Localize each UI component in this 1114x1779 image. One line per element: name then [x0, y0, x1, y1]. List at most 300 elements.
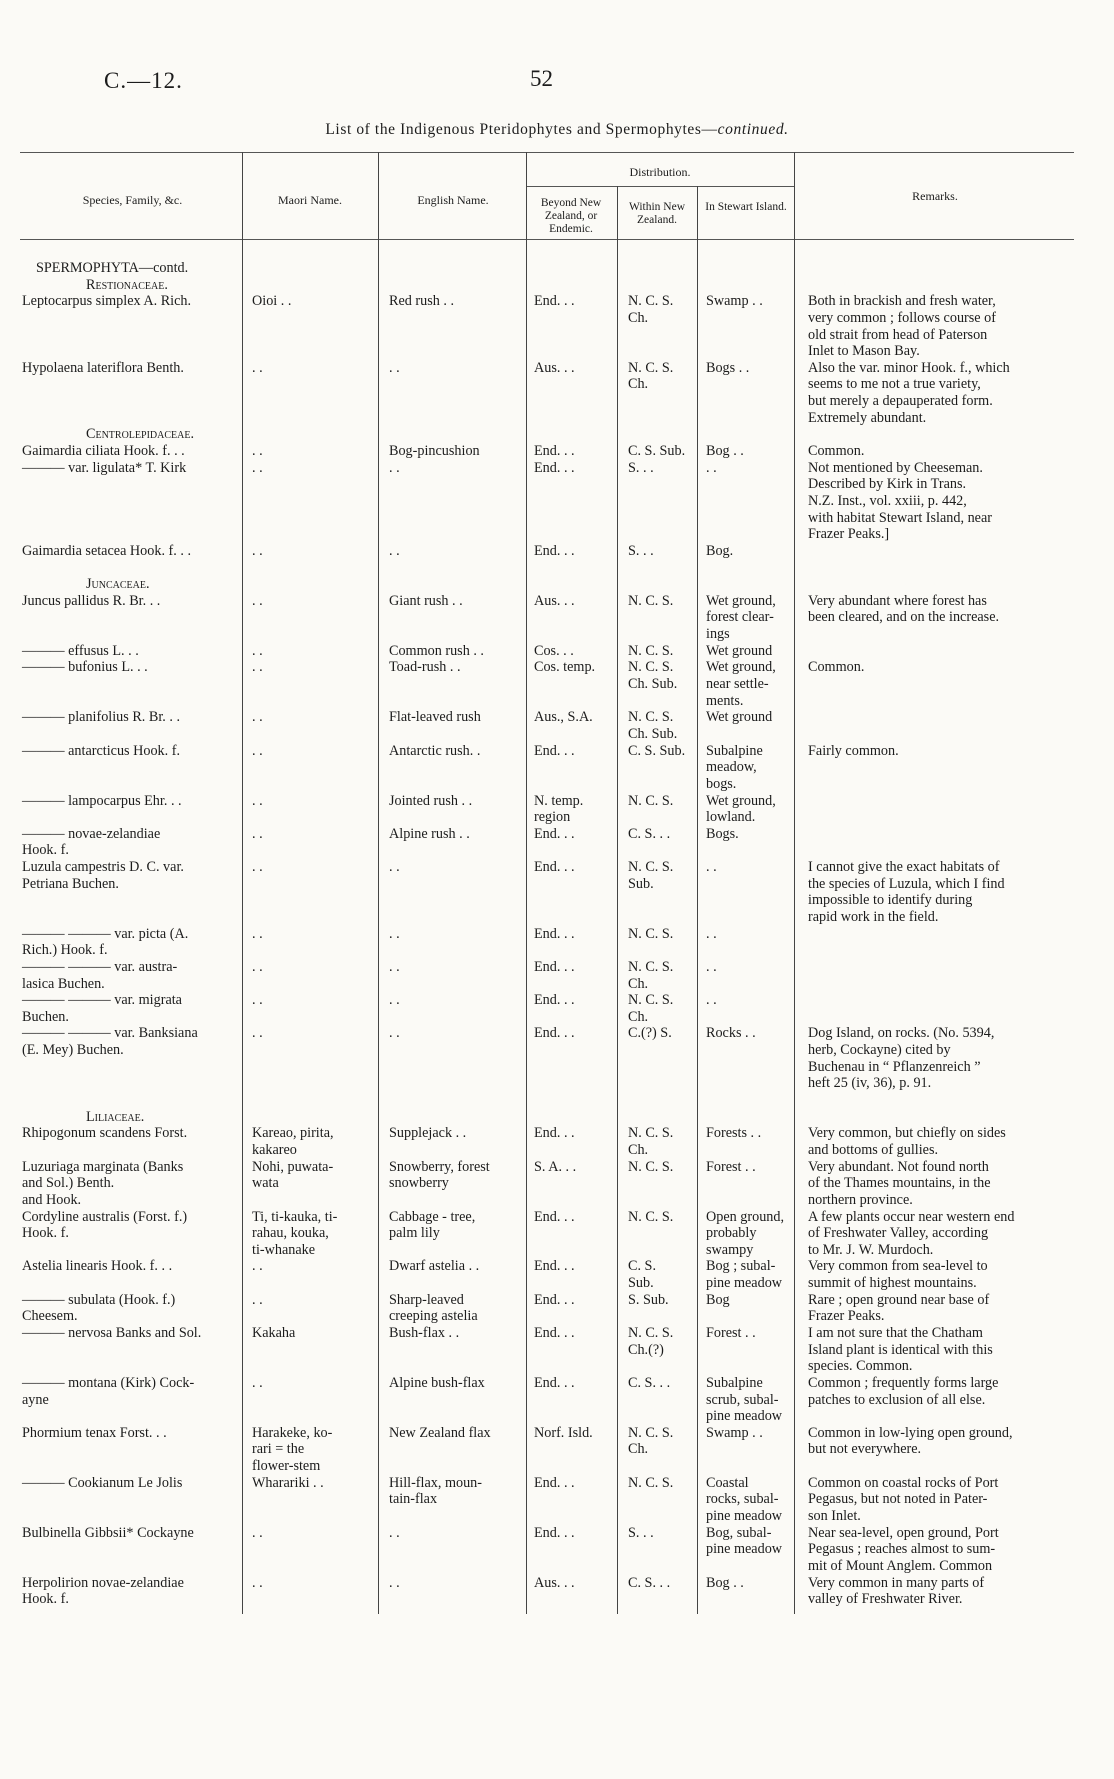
- remarks-cell: the species of Luzula, which I find: [808, 875, 1005, 892]
- species-cell: Hook. f.: [22, 1225, 69, 1242]
- remarks-cell: Frazer Peaks.]: [808, 526, 890, 543]
- table-line: [0, 909, 1114, 926]
- stewart-island-cell: Bog.: [706, 542, 734, 559]
- maori-name-cell: flower-stem: [252, 1458, 321, 1475]
- table-line: [0, 1425, 1114, 1442]
- maori-name-cell: rahau, kouka,: [252, 1225, 329, 1242]
- english-name-cell: Hill-flax, moun-: [389, 1474, 482, 1491]
- beyond-nz-cell: Cos. . .: [534, 642, 574, 659]
- english-name-cell: Alpine rush . .: [389, 825, 470, 842]
- table-line: [0, 410, 1114, 427]
- maori-name-cell: wata: [252, 1175, 279, 1192]
- maori-name-cell: Harakeke, ko-: [252, 1424, 333, 1441]
- within-nz-cell: N. C. S.: [628, 1325, 674, 1341]
- stewart-island-cell: lowland.: [706, 809, 756, 826]
- remarks-cell: Island plant is identical with this: [808, 1341, 993, 1358]
- remarks-cell: northern province.: [808, 1191, 913, 1208]
- remarks-cell: Rare ; open ground near base of: [808, 1291, 990, 1308]
- maori-name-cell: Kakaha: [252, 1325, 296, 1341]
- remarks-cell: and bottoms of gullies.: [808, 1141, 939, 1158]
- remarks-cell: N.Z. Inst., vol. xxiii, p. 442,: [808, 492, 967, 509]
- within-nz-cell: Sub.: [628, 1275, 654, 1292]
- table-line: [0, 1292, 1114, 1309]
- english-name-cell: Bog-pincushion: [389, 443, 480, 460]
- species-cell: Centrolepidaceae.: [86, 426, 195, 443]
- header-stewart: In Stewart Island.: [705, 201, 787, 213]
- stewart-island-cell: . .: [706, 958, 717, 975]
- maori-name-cell: . .: [252, 359, 263, 376]
- page-reference: C.—12.: [104, 68, 183, 93]
- remarks-cell: to Mr. J. W. Murdoch.: [808, 1241, 934, 1258]
- maori-name-cell: ti-whanake: [252, 1241, 316, 1258]
- within-nz-cell: C. S. . .: [628, 1574, 671, 1591]
- within-nz-cell: Ch.: [628, 376, 649, 393]
- species-cell: ——— ——— var. picta (A.: [22, 925, 189, 942]
- english-name-cell: . .: [389, 859, 400, 876]
- beyond-nz-cell: End. . .: [534, 542, 575, 559]
- table-line: [0, 759, 1114, 776]
- remarks-cell: Common.: [808, 443, 865, 460]
- remarks-cell: Pegasus, but not noted in Pater-: [808, 1491, 988, 1508]
- table-line: [0, 360, 1114, 377]
- within-nz-cell: N. C. S.: [628, 925, 674, 942]
- table-line: [0, 693, 1114, 710]
- english-name-cell: tain-flax: [389, 1491, 438, 1508]
- species-cell: Astelia linearis Hook. f. . .: [22, 1258, 173, 1275]
- species-cell: Liliaceae.: [86, 1108, 145, 1125]
- header-within: Within New Zealand.: [628, 201, 686, 226]
- within-nz-cell: N. C. S.: [628, 1474, 674, 1491]
- remarks-cell: rapid work in the field.: [808, 908, 939, 925]
- within-nz-cell: C.(?) S.: [628, 1025, 672, 1042]
- distribution-rule: [526, 186, 794, 187]
- remarks-cell: mit of Mount Anglem. Common: [808, 1557, 993, 1574]
- list-title-continued: continued.: [717, 121, 789, 138]
- table-line: [0, 510, 1114, 527]
- stewart-island-cell: Bogs.: [706, 825, 739, 842]
- table-line: [0, 743, 1114, 760]
- within-nz-cell: C. S.: [628, 1258, 656, 1275]
- table-line: [0, 1591, 1114, 1608]
- table-line: [0, 892, 1114, 909]
- english-name-cell: . .: [389, 1574, 400, 1591]
- stewart-island-cell: Swamp . .: [706, 1424, 763, 1441]
- stewart-island-cell: swampy: [706, 1241, 754, 1258]
- remarks-cell: Extremely abundant.: [808, 409, 927, 426]
- beyond-nz-cell: End. . .: [534, 1524, 575, 1541]
- table-line: [0, 1109, 1114, 1126]
- english-name-cell: Alpine bush-flax: [389, 1374, 485, 1391]
- beyond-nz-cell: End. . .: [534, 859, 575, 876]
- table-line: [0, 726, 1114, 743]
- stewart-island-cell: Coastal: [706, 1474, 749, 1491]
- table-line: [0, 393, 1114, 410]
- species-cell: Rhipogonum scandens Forst.: [22, 1125, 188, 1142]
- table-line: [0, 1325, 1114, 1342]
- english-name-cell: Sharp-leaved: [389, 1291, 464, 1308]
- remarks-cell: Pegasus ; reaches almost to sum-: [808, 1541, 996, 1558]
- stewart-island-cell: ings: [706, 626, 730, 643]
- table-line: [0, 1342, 1114, 1359]
- remarks-cell: Dog Island, on rocks. (No. 5394,: [808, 1025, 995, 1042]
- beyond-nz-cell: Aus. . .: [534, 1574, 575, 1591]
- table-line: [0, 1558, 1114, 1575]
- table-line: [0, 676, 1114, 693]
- table-line: [0, 976, 1114, 993]
- remarks-cell: Not mentioned by Cheeseman.: [808, 459, 983, 476]
- maori-name-cell: . .: [252, 443, 263, 460]
- table-line: [0, 1192, 1114, 1209]
- table-line: [0, 1209, 1114, 1226]
- remarks-cell: patches to exclusion of all else.: [808, 1391, 986, 1408]
- maori-name-cell: . .: [252, 1258, 263, 1275]
- stewart-island-cell: Rocks . .: [706, 1025, 756, 1042]
- remarks-cell: Very common in many parts of: [808, 1574, 985, 1591]
- remarks-cell: with habitat Stewart Island, near: [808, 509, 992, 526]
- beyond-nz-cell: End. . .: [534, 825, 575, 842]
- within-nz-cell: N. C. S.: [628, 359, 674, 376]
- table-line: [0, 593, 1114, 610]
- species-cell: and Hook.: [22, 1191, 82, 1208]
- table-line: [0, 876, 1114, 893]
- english-name-cell: Dwarf astelia . .: [389, 1258, 480, 1275]
- beyond-nz-cell: End. . .: [534, 1025, 575, 1042]
- remarks-cell: Frazer Peaks.: [808, 1308, 885, 1325]
- within-nz-cell: Ch.: [628, 975, 649, 992]
- species-cell: and Sol.) Benth.: [22, 1175, 115, 1192]
- table-line: [0, 1225, 1114, 1242]
- within-nz-cell: N. C. S.: [628, 958, 674, 975]
- stewart-island-cell: Bog: [706, 1291, 730, 1308]
- species-cell: SPERMOPHYTA—contd.: [36, 260, 189, 276]
- species-cell: lasica Buchen.: [22, 975, 105, 992]
- maori-name-cell: Wharariki . .: [252, 1474, 324, 1491]
- remarks-cell: Very common, but chiefly on sides: [808, 1125, 1006, 1142]
- stewart-island-cell: Wet ground,: [706, 659, 776, 676]
- maori-name-cell: . .: [252, 859, 263, 876]
- maori-name-cell: . .: [252, 1524, 263, 1541]
- beyond-nz-cell: End. . .: [534, 1325, 575, 1341]
- table-line: [0, 659, 1114, 676]
- beyond-nz-cell: Aus. . .: [534, 359, 575, 376]
- english-name-cell: Toad-rush . .: [389, 659, 461, 676]
- within-nz-cell: N. C. S.: [628, 859, 674, 876]
- maori-name-cell: Kareao, pirita,: [252, 1125, 334, 1142]
- stewart-island-cell: pine meadow: [706, 1275, 783, 1292]
- stewart-island-cell: meadow,: [706, 759, 757, 776]
- stewart-island-cell: pine meadow: [706, 1508, 783, 1525]
- beyond-nz-cell: End. . .: [534, 1291, 575, 1308]
- remarks-cell: Very abundant. Not found north: [808, 1158, 989, 1175]
- species-cell: ——— effusus L. . .: [22, 642, 139, 659]
- maori-name-cell: . .: [252, 592, 263, 609]
- beyond-nz-cell: End. . .: [534, 958, 575, 975]
- table-line: [0, 793, 1114, 810]
- within-nz-cell: Ch. Sub.: [628, 725, 678, 742]
- english-name-cell: creeping astelia: [389, 1308, 478, 1325]
- maori-name-cell: . .: [252, 709, 263, 726]
- stewart-island-cell: Swamp . .: [706, 293, 763, 310]
- beyond-nz-cell: End. . .: [534, 459, 575, 476]
- remarks-cell: old strait from head of Paterson: [808, 326, 988, 343]
- english-name-cell: Bush-flax . .: [389, 1325, 460, 1341]
- table-line: [0, 1142, 1114, 1159]
- within-nz-cell: S. . .: [628, 459, 654, 476]
- remarks-cell: been cleared, and on the increase.: [808, 609, 1000, 626]
- stewart-island-cell: forest clear-: [706, 609, 774, 626]
- remarks-cell: Common ; frequently forms large: [808, 1374, 999, 1391]
- species-cell: Buchen.: [22, 1008, 69, 1025]
- maori-name-cell: . .: [252, 742, 263, 759]
- remarks-cell: I cannot give the exact habitats of: [808, 859, 1000, 876]
- table-line: [0, 809, 1114, 826]
- table-line: [0, 1358, 1114, 1375]
- table-line: [0, 1258, 1114, 1275]
- english-name-cell: Jointed rush . .: [389, 792, 473, 809]
- english-name-cell: Giant rush . .: [389, 592, 463, 609]
- stewart-island-cell: Bog . .: [706, 443, 744, 460]
- english-name-cell: Red rush . .: [389, 293, 455, 310]
- within-nz-cell: C. S. . .: [628, 1374, 671, 1391]
- maori-name-cell: kakareo: [252, 1141, 297, 1158]
- remarks-cell: very common ; follows course of: [808, 309, 996, 326]
- stewart-island-cell: Wet ground: [706, 642, 773, 659]
- table-line: [0, 576, 1114, 593]
- table-line: [0, 1059, 1114, 1076]
- table-line: [0, 1025, 1114, 1042]
- table-line: [0, 260, 1114, 277]
- stewart-island-cell: . .: [706, 459, 717, 476]
- english-name-cell: Antarctic rush. .: [389, 742, 481, 759]
- species-cell: Hook. f.: [22, 842, 69, 859]
- english-name-cell: . .: [389, 1524, 400, 1541]
- beyond-nz-cell: End. . .: [534, 992, 575, 1009]
- within-nz-cell: N. C. S.: [628, 659, 674, 676]
- table-line: [0, 443, 1114, 460]
- beyond-nz-cell: End. . .: [534, 443, 575, 460]
- stewart-island-cell: . .: [706, 992, 717, 1009]
- remarks-cell: Common.: [808, 659, 865, 676]
- english-name-cell: Supplejack . .: [389, 1125, 467, 1142]
- within-nz-cell: N. C. S.: [628, 709, 674, 726]
- within-nz-cell: Ch.: [628, 1008, 649, 1025]
- table-line: [0, 526, 1114, 543]
- remarks-cell: of Freshwater Valley, according: [808, 1225, 989, 1242]
- species-cell: Hypolaena lateriflora Benth.: [22, 359, 184, 376]
- english-name-cell: . .: [389, 992, 400, 1009]
- maori-name-cell: . .: [252, 1574, 263, 1591]
- table-line: [0, 859, 1114, 876]
- stewart-island-cell: Forest . .: [706, 1158, 756, 1175]
- remarks-cell: Buchenau in “ Pflanzenreich ”: [808, 1058, 981, 1075]
- species-cell: ——— antarcticus Hook. f.: [22, 742, 180, 759]
- species-cell: ——— lampocarpus Ehr. . .: [22, 792, 182, 809]
- table-line: [0, 293, 1114, 310]
- species-cell: ——— Cookianum Le Jolis: [22, 1474, 183, 1491]
- species-cell: Restionaceae.: [86, 276, 168, 293]
- remarks-cell: Also the var. minor Hook. f., which: [808, 359, 1010, 376]
- table-line: [0, 426, 1114, 443]
- table-line: [0, 1092, 1114, 1109]
- table-rule-top: [20, 152, 1074, 153]
- header-maori: Maori Name.: [278, 193, 342, 207]
- beyond-nz-cell: Norf. Isld.: [534, 1424, 593, 1441]
- header-english: English Name.: [417, 193, 489, 207]
- maori-name-cell: . .: [252, 1374, 263, 1391]
- remarks-cell: heft 25 (iv, 36), p. 91.: [808, 1075, 932, 1092]
- maori-name-cell: . .: [252, 659, 263, 676]
- header-species: Species, Family, &c.: [82, 193, 183, 207]
- within-nz-cell: S. . .: [628, 1524, 654, 1541]
- table-line: [0, 1392, 1114, 1409]
- stewart-island-cell: Bogs . .: [706, 359, 750, 376]
- table-line: [0, 1508, 1114, 1525]
- remarks-cell: Common on coastal rocks of Port: [808, 1474, 999, 1491]
- within-nz-cell: Ch.: [628, 309, 649, 326]
- beyond-nz-cell: End. . .: [534, 1125, 575, 1142]
- beyond-nz-cell: End. . .: [534, 293, 575, 310]
- beyond-nz-cell: End. . .: [534, 1258, 575, 1275]
- species-cell: Hook. f.: [22, 1591, 69, 1608]
- table-line: [0, 1408, 1114, 1425]
- species-cell: ——— ——— var. austra-: [22, 958, 178, 975]
- species-cell: (E. Mey) Buchen.: [22, 1042, 124, 1059]
- stewart-island-cell: ments.: [706, 692, 744, 709]
- english-name-cell: Cabbage - tree,: [389, 1208, 476, 1225]
- table-line: [0, 1441, 1114, 1458]
- stewart-island-cell: Bog . .: [706, 1574, 744, 1591]
- within-nz-cell: S. . .: [628, 542, 654, 559]
- remarks-cell: Described by Kirk in Trans.: [808, 476, 967, 493]
- table-line: [0, 1175, 1114, 1192]
- species-cell: Phormium tenax Forst. . .: [22, 1424, 167, 1441]
- species-cell: Juncaceae.: [86, 576, 150, 593]
- species-cell: Juncus pallidus R. Br. . .: [22, 592, 161, 609]
- english-name-cell: Common rush . .: [389, 642, 484, 659]
- species-cell: Gaimardia ciliata Hook. f. . .: [22, 443, 185, 460]
- table-line: [0, 626, 1114, 643]
- species-cell: ——— var. ligulata* T. Kirk: [22, 459, 187, 476]
- maori-name-cell: . .: [252, 459, 263, 476]
- table-line: [0, 493, 1114, 510]
- remarks-cell: impossible to identify during: [808, 892, 973, 909]
- species-cell: ——— montana (Kirk) Cock-: [22, 1374, 195, 1391]
- remarks-cell: herb, Cockayne) cited by: [808, 1042, 951, 1059]
- stewart-island-cell: scrub, subal-: [706, 1391, 779, 1408]
- within-nz-cell: Ch. Sub.: [628, 676, 678, 693]
- species-cell: Rich.) Hook. f.: [22, 942, 108, 959]
- within-nz-cell: C. S. Sub.: [628, 443, 686, 460]
- species-cell: Cheesem.: [22, 1308, 78, 1325]
- table-line: [0, 460, 1114, 477]
- stewart-island-cell: . .: [706, 925, 717, 942]
- beyond-nz-cell: End. . .: [534, 742, 575, 759]
- species-cell: ayne: [22, 1391, 49, 1408]
- table-line: [0, 959, 1114, 976]
- maori-name-cell: . .: [252, 642, 263, 659]
- stewart-island-cell: Wet ground,: [706, 592, 776, 609]
- within-nz-cell: S. Sub.: [628, 1291, 669, 1308]
- page-number: 52: [530, 66, 553, 91]
- table-line: [0, 1308, 1114, 1325]
- table-line: [0, 1242, 1114, 1259]
- beyond-nz-cell: End. . .: [534, 925, 575, 942]
- remarks-cell: Near sea-level, open ground, Port: [808, 1524, 999, 1541]
- species-cell: Cordyline australis (Forst. f.): [22, 1208, 188, 1225]
- header-remarks: Remarks.: [912, 189, 958, 203]
- table-line: [0, 1009, 1114, 1026]
- species-cell: ——— novae-zelandiae: [22, 825, 161, 842]
- species-cell: ——— ——— var. migrata: [22, 992, 182, 1009]
- table-line: [0, 1275, 1114, 1292]
- remarks-cell: summit of highest mountains.: [808, 1275, 977, 1292]
- table-line: [0, 643, 1114, 660]
- table-line: [0, 310, 1114, 327]
- english-name-cell: . .: [389, 925, 400, 942]
- species-table-body: [0, 260, 1114, 1608]
- within-nz-cell: N. C. S.: [628, 592, 674, 609]
- english-name-cell: palm lily: [389, 1225, 440, 1242]
- stewart-island-cell: pine meadow: [706, 1541, 783, 1558]
- table-line: [0, 709, 1114, 726]
- table-line: [0, 942, 1114, 959]
- table-line: [0, 1475, 1114, 1492]
- within-nz-cell: Ch.: [628, 1441, 649, 1458]
- table-line: [0, 560, 1114, 577]
- table-line: [0, 1525, 1114, 1542]
- table-line: [0, 277, 1114, 294]
- header-distribution: Distribution.: [629, 165, 691, 179]
- beyond-nz-cell: Cos. temp.: [534, 659, 596, 676]
- english-name-cell: Flat-leaved rush: [389, 709, 481, 726]
- english-name-cell: Snowberry, forest: [389, 1158, 490, 1175]
- english-name-cell: snowberry: [389, 1175, 449, 1192]
- stewart-island-cell: Forest . .: [706, 1325, 756, 1341]
- maori-name-cell: . .: [252, 992, 263, 1009]
- stewart-island-cell: Subalpine: [706, 742, 763, 759]
- species-cell: ——— nervosa Banks and Sol.: [22, 1325, 202, 1341]
- maori-name-cell: . .: [252, 1025, 263, 1042]
- species-cell: ——— ——— var. Banksiana: [22, 1025, 198, 1042]
- list-title-text: List of the Indigenous Pteridophytes and Spermophytes: [325, 121, 702, 138]
- english-name-cell: New Zealand flax: [389, 1424, 491, 1441]
- beyond-nz-cell: Aus. . .: [534, 592, 575, 609]
- table-line: [0, 609, 1114, 626]
- table-line: [0, 842, 1114, 859]
- beyond-nz-cell: End. . .: [534, 1474, 575, 1491]
- english-name-cell: . .: [389, 359, 400, 376]
- beyond-nz-cell: S. A. . .: [534, 1158, 577, 1175]
- within-nz-cell: N. C. S.: [628, 1125, 674, 1142]
- english-name-cell: . .: [389, 1025, 400, 1042]
- table-line: [0, 1458, 1114, 1475]
- remarks-cell: A few plants occur near western end: [808, 1208, 1015, 1225]
- table-line: [0, 376, 1114, 393]
- table-line: [0, 476, 1114, 493]
- maori-name-cell: rari = the: [252, 1441, 305, 1458]
- maori-name-cell: . .: [252, 1291, 263, 1308]
- stewart-island-cell: Open ground,: [706, 1208, 785, 1225]
- remarks-cell: valley of Freshwater River.: [808, 1591, 963, 1608]
- species-cell: Herpolirion novae-zelandiae: [22, 1574, 184, 1591]
- stewart-island-cell: Bog, subal-: [706, 1524, 772, 1541]
- remarks-cell: I am not sure that the Chatham: [808, 1325, 983, 1341]
- within-nz-cell: N. C. S.: [628, 1208, 674, 1225]
- remarks-cell: Common in low-lying open ground,: [808, 1424, 1013, 1441]
- table-line: [0, 327, 1114, 344]
- table-line: [0, 992, 1114, 1009]
- header-beyond: Beyond New Zealand, or Endemic.: [540, 197, 602, 235]
